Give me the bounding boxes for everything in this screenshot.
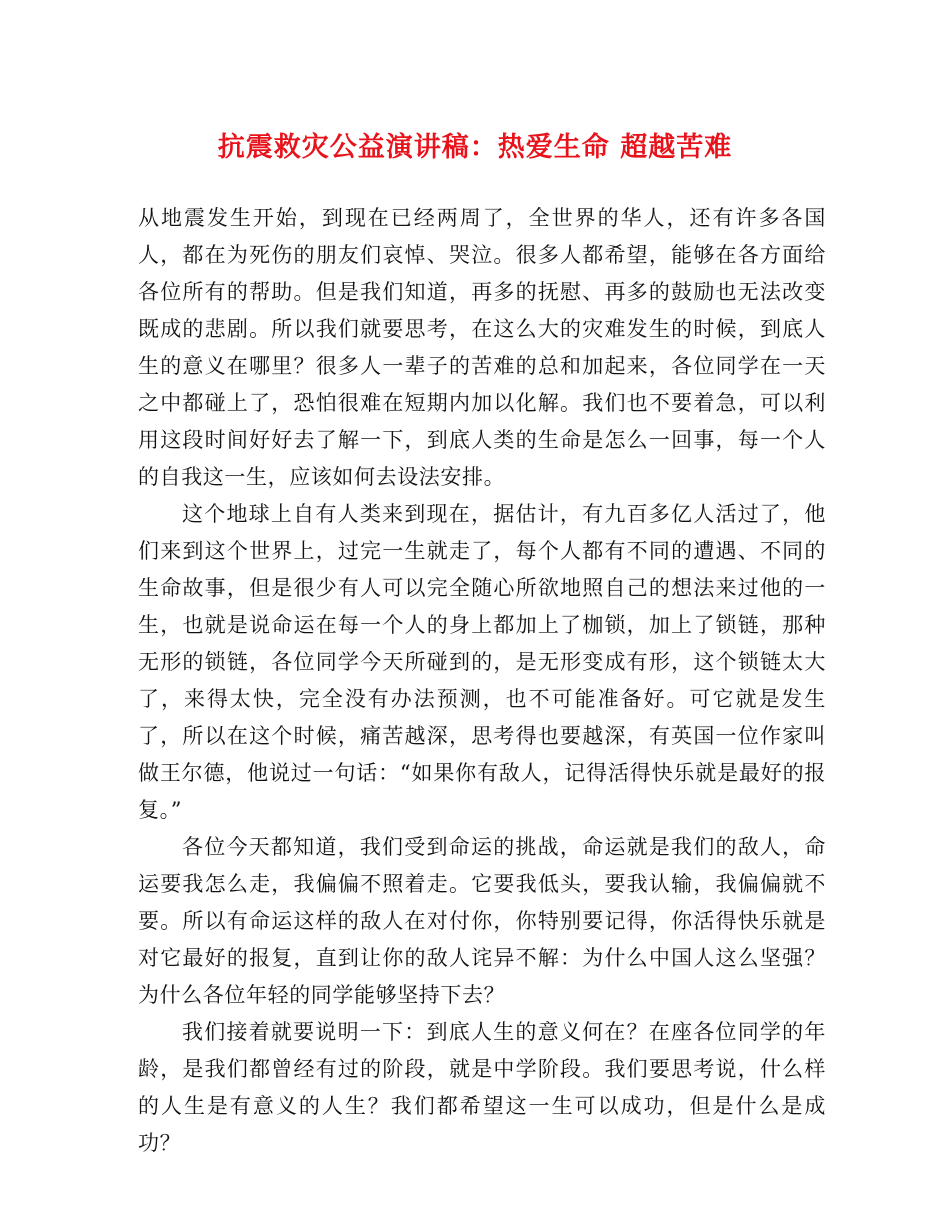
paragraph-2: 这个地球上自有人类来到现在，据估计，有九百多亿人活过了，他们来到这个世界上，过完一生就走了，每个人都有不同的遭遇、不同的生命故事，但是很少有人可以完全随心所欲地照自己的想法来过他的一生，也就是说命运在每一个人的身上都加上了枷锁，加上了锁链，那种无形的锁链，各位同学今天所碰到的，是无形变成有形，这个锁链太大了，来得太快，完全没有办法预测，也不可能准备好。可它就是发生了，所以在这个时候，痛苦越深，思考得也要越深，有英国一位作家叫做王尔德，他说过一句话：“如果你有敌人，记得活得快乐就是最好的报复。” xyxy=(138,502,826,822)
page-title: 抗震救灾公益演讲稿：热爱生命 超越苦难 xyxy=(217,132,733,163)
paragraph-3: 各位今天都知道，我们受到命运的挑战，命运就是我们的敌人，命运要我怎么走，我偏偏不照着走。它要我低头，要我认输，我偏偏就不要。所以有命运这样的敌人在对付你，你特别要记得，你活得快乐就是对它最好的报复，直到让你的敌人诧异不解：为什么中国人这么坚强？为什么各位年轻的同学能够坚持下去？ xyxy=(138,835,826,1007)
paragraph-1: 从地震发生开始，到现在已经两周了，全世界的华人，还有许多各国人，都在为死伤的朋友们哀悼、哭泣。很多人都希望，能够在各方面给各位所有的帮助。但是我们知道，再多的抚慰、再多的鼓励也无法改变既成的悲剧。所以我们就要思考，在这么大的灾难发生的时候，到底人生的意义在哪里？很多人一辈子的苦难的总和加起来，各位同学在一天之中都碰上了，恐怕很难在短期内加以化解。我们也不要着急，可以利用这段时间好好去了解一下，到底人类的生命是怎么一回事，每一个人的自我这一生，应该如何去设法安排。 xyxy=(138,206,826,489)
paragraph-4: 我们接着就要说明一下：到底人生的意义何在？在座各位同学的年龄，是我们都曾经有过的阶段，就是中学阶段。我们要思考说，什么样的人生是有意义的人生？我们都希望这一生可以成功，但是什么是成功？ xyxy=(138,1020,826,1155)
document-body xyxy=(138,200,826,1162)
